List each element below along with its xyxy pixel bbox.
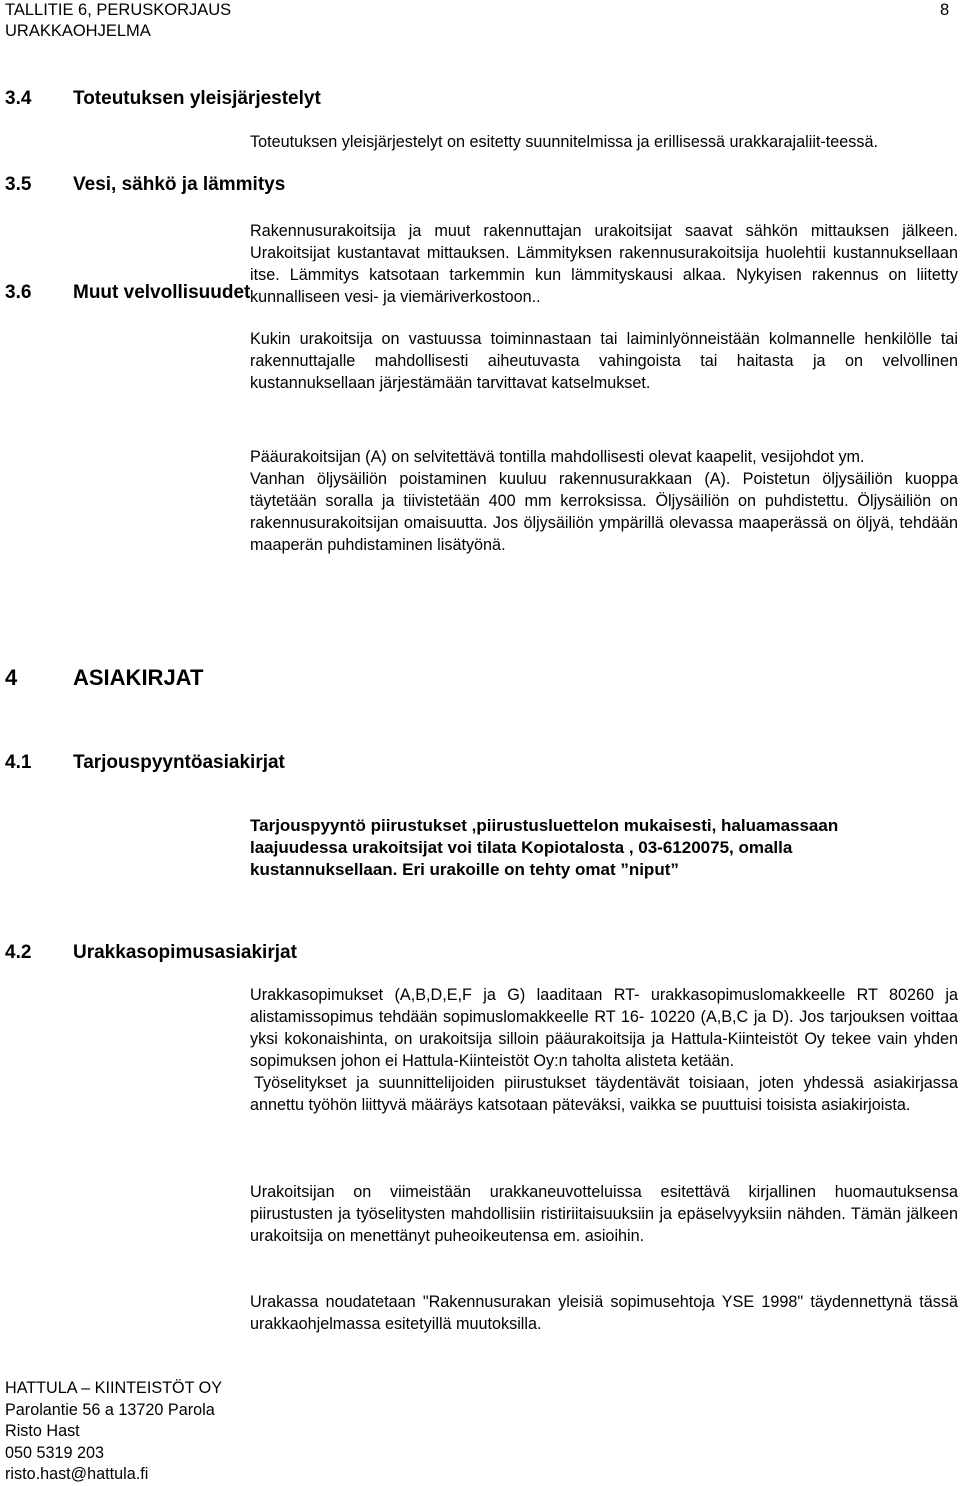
section-4-2-paragraph-1: Urakkasopimukset (A,B,D,E,F ja G) laaditaan RT- urakkasopimuslomakkeelle RT 80260 ja alistamissopimus tehdään sopimuslomakkeelle RT 16- 10220 (A,B,C ja D). Jos tarjouksen voittaa yksi kokonaishinta, on urakoitsija silloin pääurakoitsija ja Hattula-Kiinteistöt Oy tekee vain yhden sopimuksen johon ei Hattula-Kiinteistöt Oy:n taholta alisteta ketään. [250, 986, 958, 1070]
section-3-5-paragraph: Rakennusurakoitsija ja muut rakennuttajan urakoitsijat saavat sähkön mittauksen jälkeen. Urakoitsijat kustantavat mittauksen. Lämmityksen rakennusurakoitsija huolehtii kustannuksellaan itse. Lämmitys katsotaan tarkemmin kun lämmityskausi alkaa. Nykyisen rakennus on liitetty kunnalliseen vesi- ja viemäriverkostoon.. [250, 222, 958, 306]
section-4-2-title: Urakkasopimusasiakirjat [73, 942, 297, 963]
section-4-2-text-4 [250, 1291, 958, 1335]
section-3-4-paragraph: Toteutuksen yleisjärjestelyt on esitetty suunnitelmissa ja erillisessä urakkarajaliit-teessä. [250, 133, 878, 151]
section-3-6-paragraph-3: Vanhan öljysäiliön poistaminen kuuluu rakennusurakkaan (A). Poistetun öljysäiliön kuoppa täytetään soralla ja tiivistetään 400 mm kerroksissa. Öljysäiliön on puhdistettu. Öljysäiliön on rakennusurakoitsijan omaisuutta. Jos öljysäiliön ympärillä olevassa maaperässä on öljyä, tehdään maaperän puhdistaminen lisätyönä. [250, 470, 958, 554]
section-3-4-text [250, 131, 958, 153]
footer-person: Risto Hast [5, 1422, 80, 1440]
header-subtitle: URAKKAOHJELMA [5, 22, 151, 40]
section-3-6-text [250, 328, 958, 394]
section-3-6-title: Muut velvollisuudet [73, 282, 251, 303]
section-4-1-title: Tarjouspyyntöasiakirjat [73, 752, 285, 773]
footer-company: HATTULA – KIINTEISTÖT OY [5, 1379, 223, 1397]
section-3-5-text [250, 220, 958, 308]
section-3-6-text-2 [250, 446, 958, 556]
section-3-6-paragraph-2: Pääurakoitsijan (A) on selvitettävä tontilla mahdollisesti olevat kaapelit, vesijohdot ym. [250, 448, 865, 466]
section-4-2-paragraph-3: Urakoitsijan on viimeistään urakkaneuvotteluissa esitettävä kirjallinen huomautuksensa piirustusten ja työselitysten mahdollisiin ristiriitaisuuksiin ja epäselvyyksiin nähden. Tämän jälkeen urakoitsija on menettänyt puheoikeutensa em. asioihin. [250, 1183, 958, 1245]
section-3-4-title: Toteutuksen yleisjärjestelyt [73, 88, 321, 109]
section-4-2-text [250, 984, 958, 1116]
page-number: 8 [940, 1, 950, 19]
footer-phone: 050 5319 203 [5, 1443, 105, 1462]
section-3-6-number: 3.6 [5, 282, 32, 303]
section-4-2-paragraph-2: Työselitykset ja suunnittelijoiden piirustukset täydentävät toisiaan, joten yhdessä asiakirjassa annettu työhön liittyvä määräys katsotaan päteväksi, vaikka se puuttuisi toisista asiakirjoista. [250, 1074, 958, 1114]
section-4-2-number: 4.2 [5, 942, 32, 963]
header-title: TALLITIE 6, PERUSKORJAUS [5, 1, 232, 19]
section-4-2-paragraph-4: Urakassa noudatetaan "Rakennusurakan yleisiä sopimusehtoja YSE 1998" täydennettynä tässä urakkaohjelmassa esitetyillä muutoksilla. [250, 1293, 958, 1333]
footer [5, 1378, 222, 1486]
section-4-number: 4 [5, 665, 18, 690]
section-4-1-text [250, 815, 940, 881]
section-3-6-paragraph-1: Kukin urakoitsija on vastuussa toiminnastaan tai laiminlyönneistään kolmannelle henkilölle tai rakennuttajalle mahdollisesti aiheutuvasta vahingoista tai haitasta ja on velvollinen kustannuksellaan järjestämään tarvittavat katselmukset. [250, 330, 958, 392]
section-3-5-title: Vesi, sähkö ja lämmitys [73, 174, 286, 195]
section-4-1-number: 4.1 [5, 752, 32, 773]
footer-email[interactable]: risto.hast@hattula.fi [5, 1465, 149, 1483]
section-4-1-paragraph: Tarjouspyyntö piirustukset ,piirustusluettelon mukaisesti, haluamassaan laajuudessa urakoitsijat voi tilata Kopiotalosta , 03-6120075, omalla kustannuksellaan. Eri urakoille on tehty omat ”niput” [250, 816, 839, 879]
section-3-4-number: 3.4 [5, 88, 32, 109]
section-3-5-number: 3.5 [5, 174, 32, 195]
footer-address: Parolantie 56 a 13720 Parola [5, 1400, 215, 1419]
section-4-title: ASIAKIRJAT [73, 665, 204, 690]
section-4-2-text-3 [250, 1181, 958, 1247]
